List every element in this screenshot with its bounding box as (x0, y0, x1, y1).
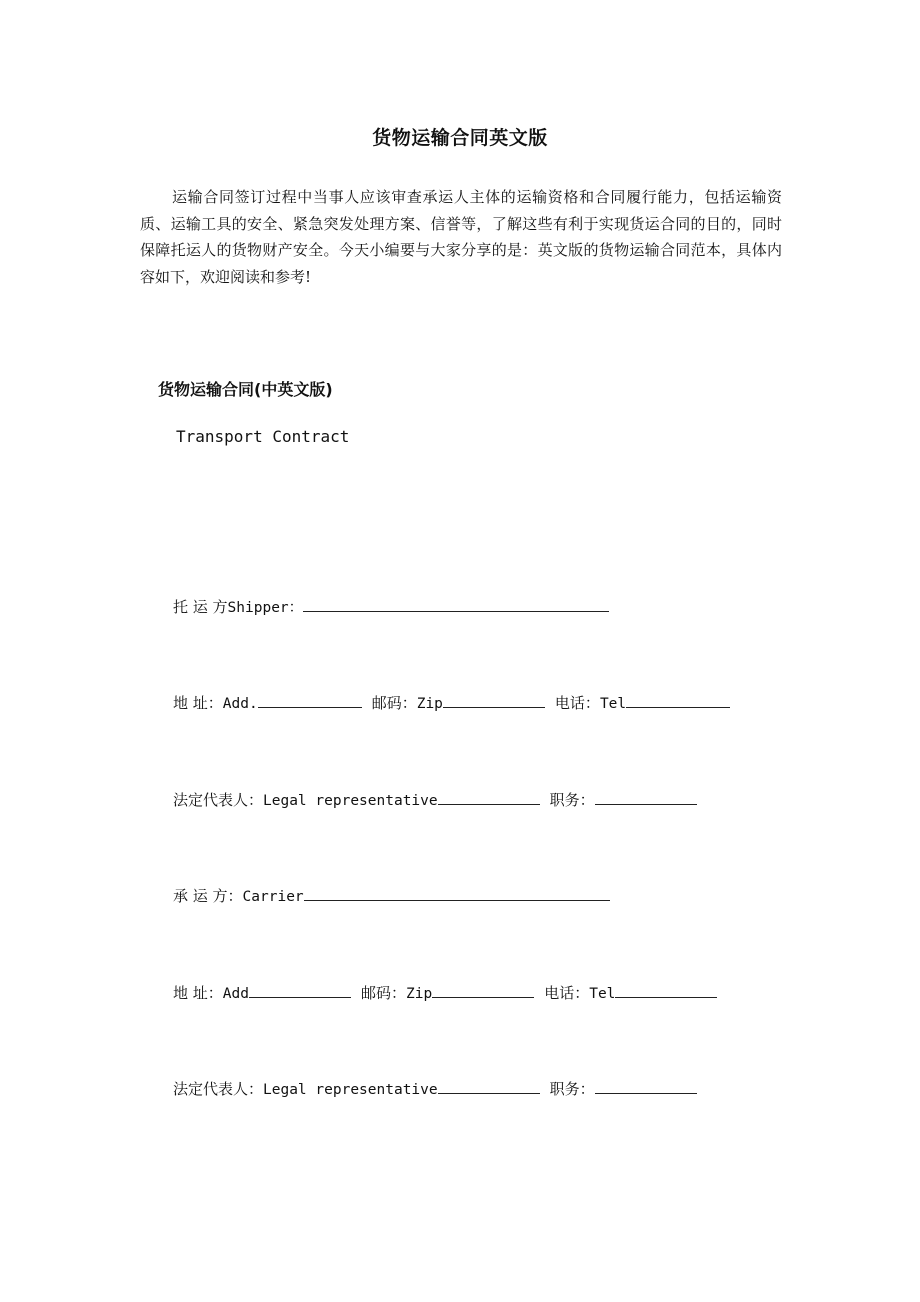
carrier-position-label: 职务： (549, 1080, 595, 1098)
shipper-address-blank[interactable] (258, 693, 362, 708)
shipper-position-label: 职务： (549, 791, 595, 809)
carrier-position-blank[interactable] (595, 1079, 697, 1094)
shipper-position-blank[interactable] (595, 790, 697, 805)
carrier-address-label-cn: 地 址： (173, 984, 223, 1002)
document-title: 货物运输合同英文版 (372, 127, 548, 149)
shipper-legal-label-cn: 法定代表人： (173, 791, 264, 809)
shipper-zip-label-en: Zip (416, 696, 443, 712)
carrier-address-blank[interactable] (249, 983, 351, 998)
carrier-legal-label-cn: 法定代表人： (173, 1080, 264, 1098)
carrier-name-blank[interactable] (304, 886, 610, 901)
shipper-line (173, 596, 609, 617)
shipper-tel-label-cn: 电话： (554, 694, 600, 712)
shipper-legal-blank[interactable] (438, 790, 540, 805)
carrier-label-en: Carrier (242, 889, 304, 905)
shipper-name-blank[interactable] (303, 597, 609, 612)
shipper-legal-label-en: Legal representative (263, 793, 438, 809)
carrier-address-line (173, 982, 717, 1003)
carrier-tel-blank[interactable] (615, 983, 717, 998)
carrier-label-cn: 承 运 方： (173, 887, 243, 905)
intro-paragraph: 运输合同签订过程中当事人应该审查承运人主体的运输资格和合同履行能力，包括运输资质、运输工具的安全、紧急突发处理方案、信誉等，了解这些有利于实现货运合同的目的，同时保障托运人的货物财产安全。今天小编要与大家分享的是：英文版的货物运输合同范本，具体内容如下，欢迎阅读和参考! (140, 188, 782, 286)
carrier-tel-label-en: Tel (589, 986, 616, 1002)
shipper-address-label-en: Add. (222, 696, 258, 712)
shipper-legal-line (173, 789, 697, 810)
shipper-tel-label-en: Tel (599, 696, 627, 712)
carrier-line (173, 885, 610, 906)
carrier-address-label-en: Add (222, 986, 249, 1002)
carrier-zip-label-en: Zip (406, 986, 433, 1002)
carrier-legal-blank[interactable] (438, 1079, 540, 1094)
carrier-zip-label-cn: 邮码： (360, 984, 406, 1002)
carrier-legal-line (173, 1078, 697, 1099)
carrier-tel-label-cn: 电话： (544, 984, 590, 1002)
shipper-address-label-cn: 地 址： (173, 694, 223, 712)
shipper-zip-label-cn: 邮码： (371, 694, 417, 712)
carrier-zip-blank[interactable] (432, 983, 534, 998)
shipper-zip-blank[interactable] (443, 693, 545, 708)
contract-subheading: Transport Contract (176, 427, 350, 446)
shipper-label-en: Shipper： (227, 600, 304, 616)
carrier-legal-label-en: Legal representative (263, 1082, 438, 1098)
section-heading: 货物运输合同(中英文版) (158, 380, 333, 399)
shipper-label-cn: 托 运 方 (173, 598, 228, 616)
shipper-address-line (173, 692, 730, 713)
shipper-tel-blank[interactable] (626, 693, 730, 708)
